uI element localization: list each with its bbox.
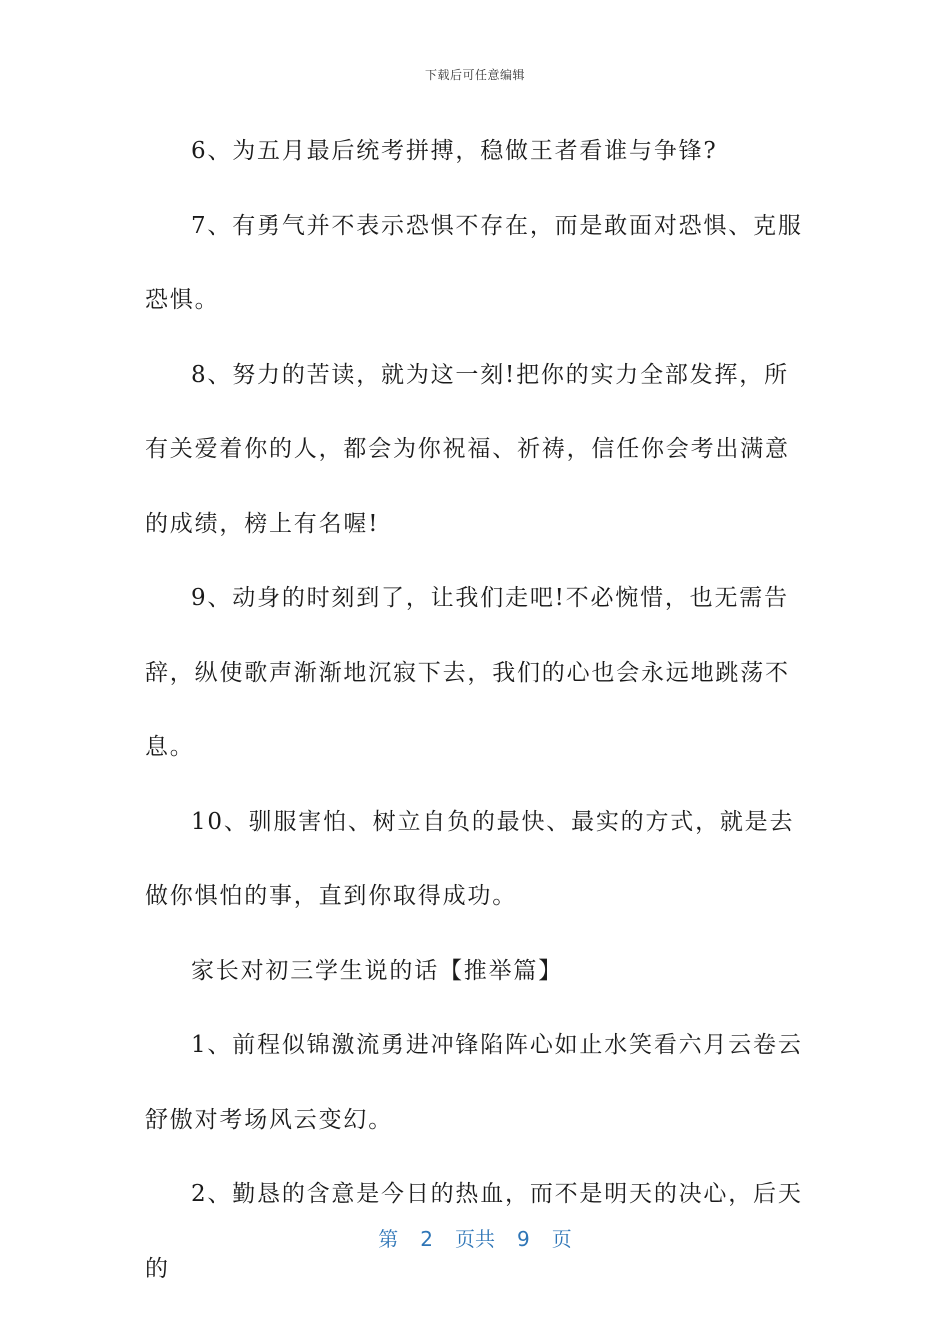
paragraph: 10、驯服害怕、树立自负的最快、最实的方式，就是去做你惧怕的事，直到你取得成功。	[145, 808, 795, 909]
section-heading: 家长对初三学生说的话【推举篇】	[191, 957, 563, 984]
paragraph: 2、勤恳的含意是今日的热血，而不是明天的决心，后天的	[145, 1181, 803, 1282]
footer-total-pages: 9	[517, 1227, 530, 1251]
page-header: 下载后可任意编辑	[424, 68, 525, 82]
paragraph: 6、为五月最后统考拼搏，稳做王者看谁与争锋?	[191, 138, 718, 164]
paragraph: 1、前程似锦激流勇进冲锋陷阵心如止水笑看六月云卷云舒傲对考场风云变幻。	[145, 1032, 803, 1133]
paragraph: 7、有勇气并不表示恐惧不存在，而是敢面对恐惧、克服恐惧。	[145, 212, 803, 313]
footer-current-page: 2	[420, 1227, 433, 1251]
paragraph: 9、动身的时刻到了，让我们走吧!不必惋惜，也无需告辞，纵使歌声渐渐地沉寂下去，我们的心也会永远地跳荡不息。	[145, 585, 790, 760]
paragraph: 8、努力的苦读，就为这一刻!把你的实力全部发挥，所有关爱着你的人，都会为你祝福、祈祷，信任你会考出满意的成绩，榜上有名喔!	[145, 361, 790, 537]
footer-middle: 页共	[455, 1227, 495, 1251]
page-footer	[0, 1223, 950, 1252]
footer-suffix: 页	[551, 1227, 572, 1251]
footer-prefix: 第	[378, 1227, 399, 1251]
document-body	[145, 114, 810, 1306]
